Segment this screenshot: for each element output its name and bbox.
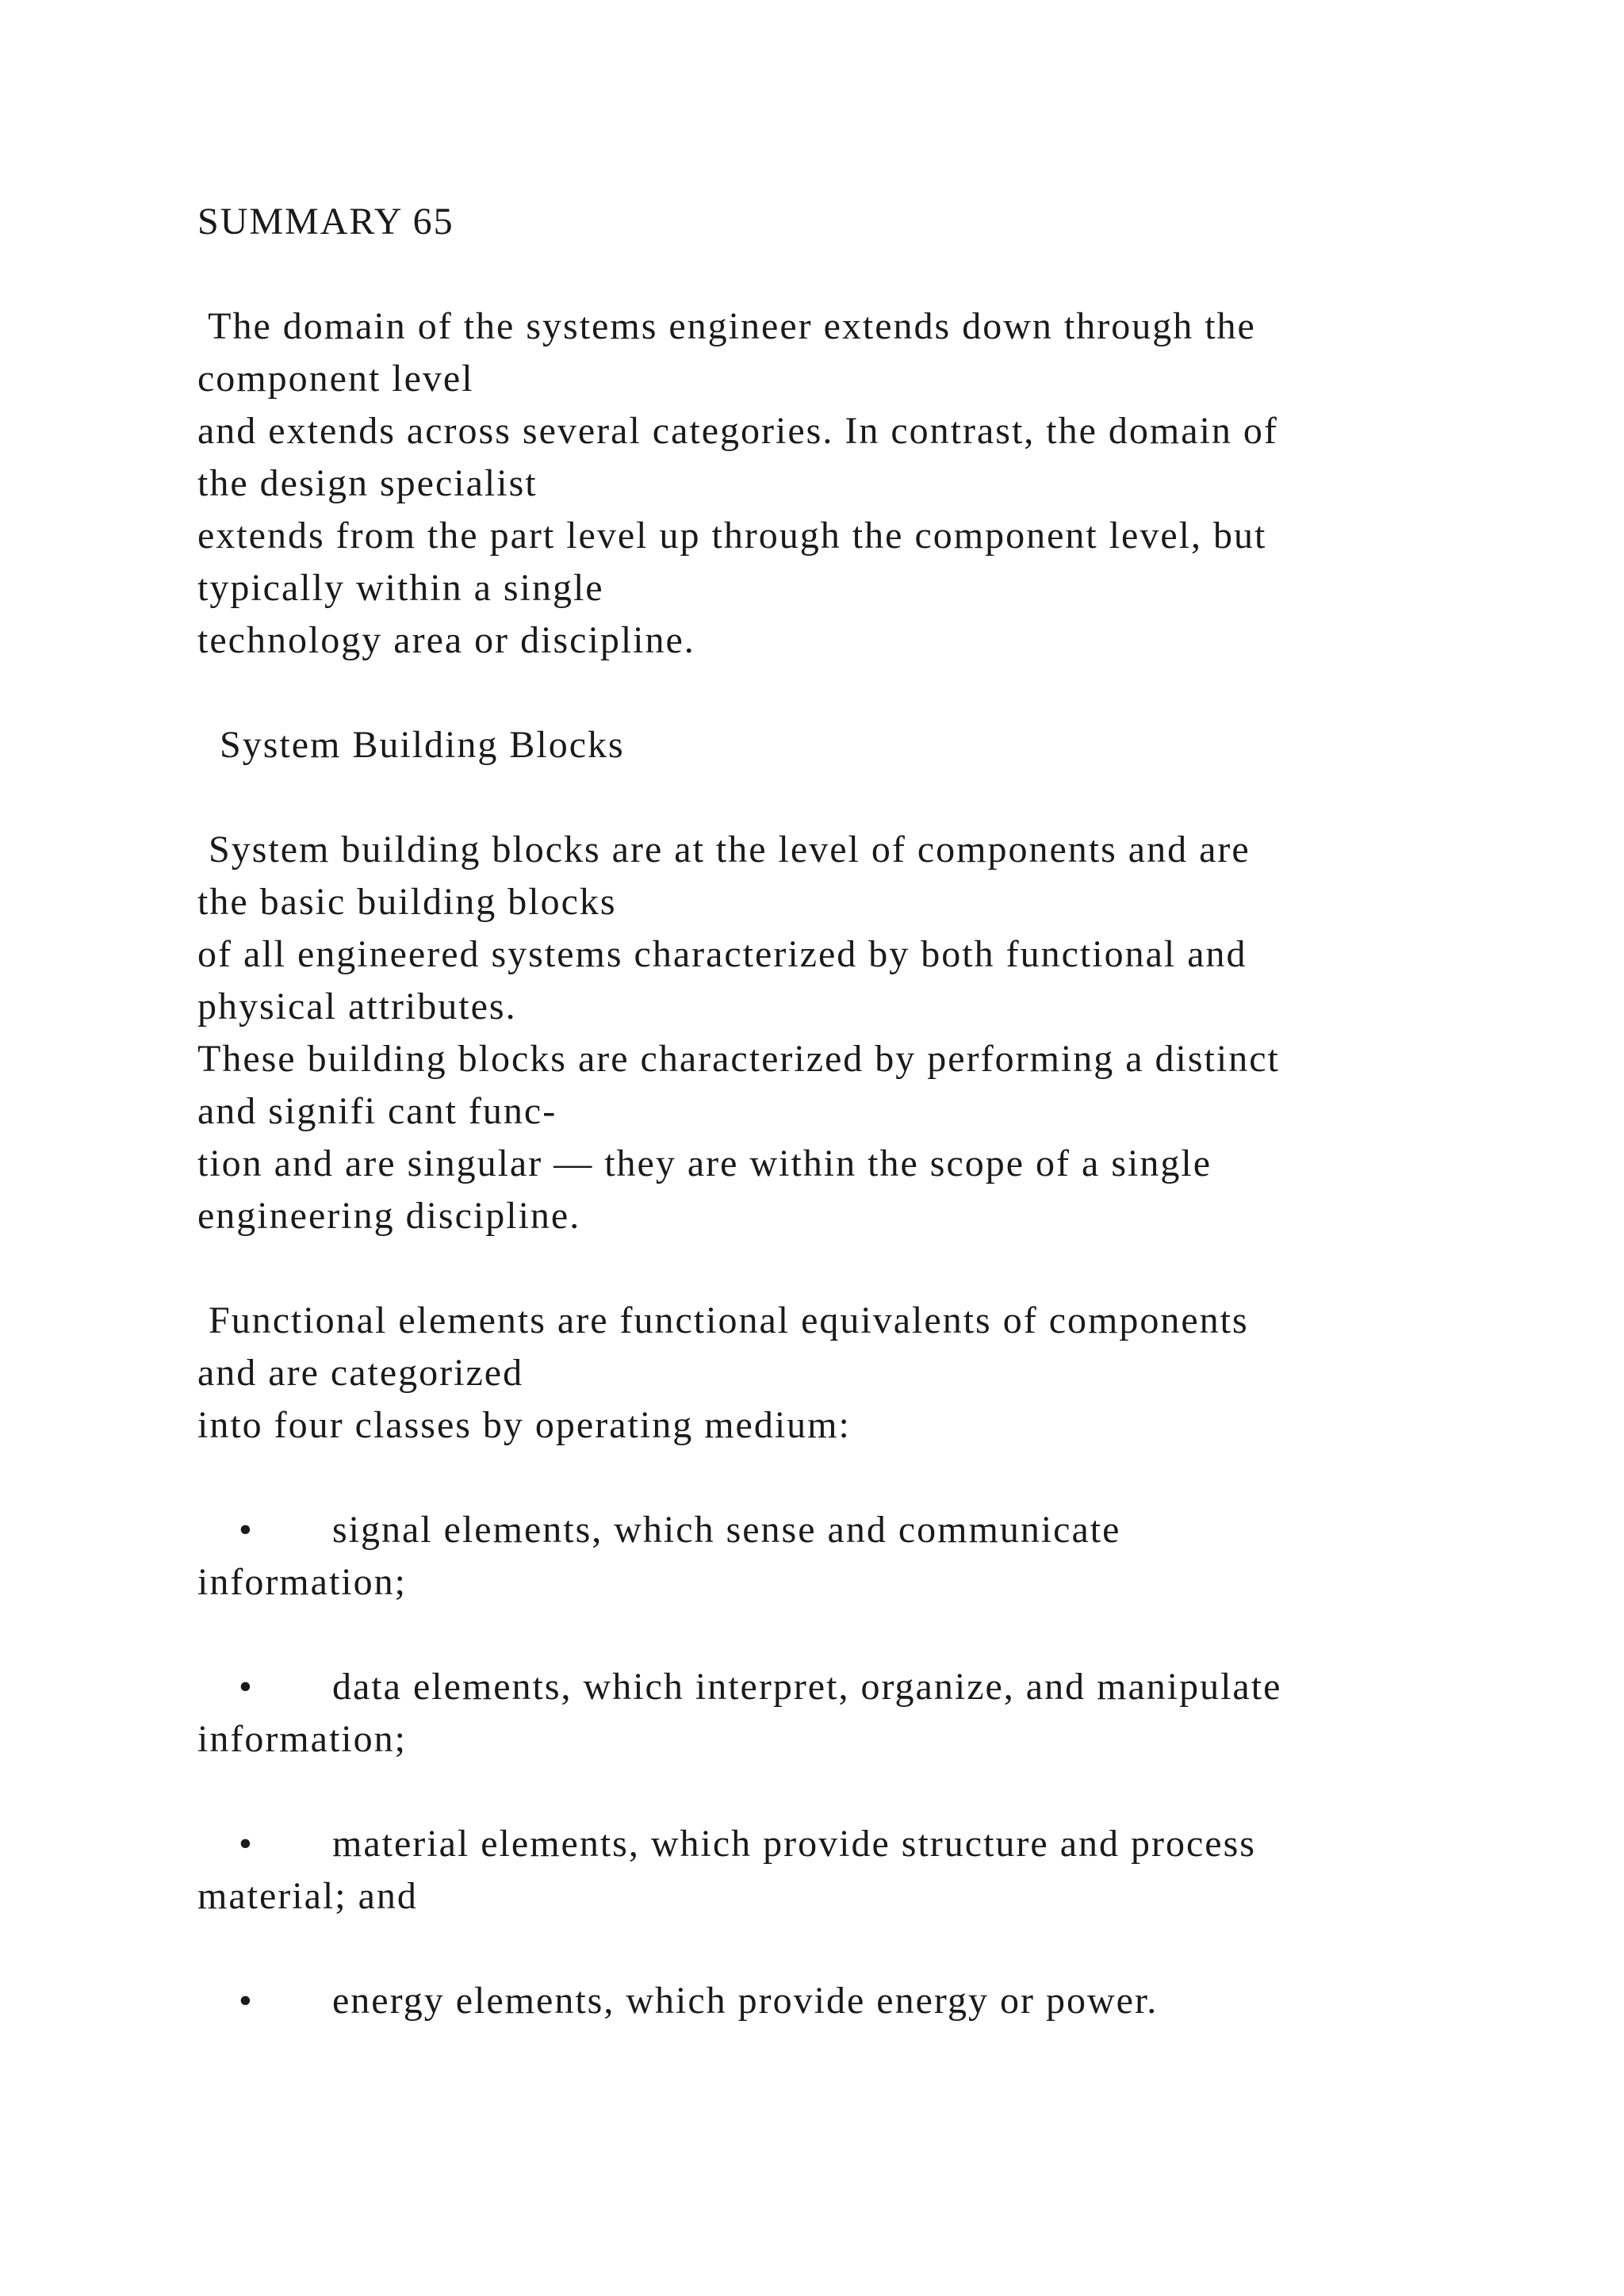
text-line: System building blocks are at the level of components and are: [197, 828, 1251, 871]
text-line: Functional elements are functional equivalents of components: [197, 1299, 1249, 1341]
bullet-icon: •: [239, 1509, 254, 1551]
list-item-text: energy elements, which provide energy or power.: [332, 1980, 1159, 2022]
text-line: the basic building blocks: [197, 881, 617, 923]
text-line: technology area or discipline.: [197, 619, 695, 661]
text-line: of all engineered systems characterized by both functional and: [197, 933, 1247, 975]
text-line: The domain of the systems engineer extends down through the: [197, 305, 1256, 347]
list-item-continuation: material; and: [197, 1875, 418, 1917]
text-line: and are categorized: [197, 1352, 524, 1394]
text-line: into four classes by operating medium:: [197, 1404, 851, 1446]
text-line: typically within a single: [197, 567, 604, 609]
list-item-continuation: information;: [197, 1561, 407, 1603]
text-line: These building blocks are characterized by performing a distinct: [197, 1038, 1280, 1080]
text-line: and signifi cant func-: [197, 1090, 557, 1132]
text-line: tion and are singular — they are within the scope of a single: [197, 1142, 1212, 1184]
page-heading: SUMMARY 65: [197, 201, 454, 243]
text-line: physical attributes.: [197, 985, 517, 1027]
list-item-text: material elements, which provide structure and process: [332, 1823, 1256, 1865]
text-line: and extends across several categories. In contrast, the domain of: [197, 410, 1278, 452]
text-line: extends from the part level up through the component level, but: [197, 515, 1267, 557]
list-item-text: data elements, which interpret, organize, and manipulate: [332, 1666, 1282, 1708]
list-item-text: signal elements, which sense and communicate: [332, 1509, 1121, 1551]
bullet-icon: •: [239, 1823, 254, 1865]
section-title: System Building Blocks: [197, 724, 625, 766]
text-line: component level: [197, 358, 474, 400]
text-line: engineering discipline.: [197, 1195, 581, 1237]
list-item: [197, 1980, 1159, 2134]
list-item-continuation: information;: [197, 1718, 407, 1760]
bullet-icon: •: [239, 1666, 254, 1708]
text-line: the design specialist: [197, 462, 538, 504]
bullet-icon: •: [239, 1980, 254, 2022]
